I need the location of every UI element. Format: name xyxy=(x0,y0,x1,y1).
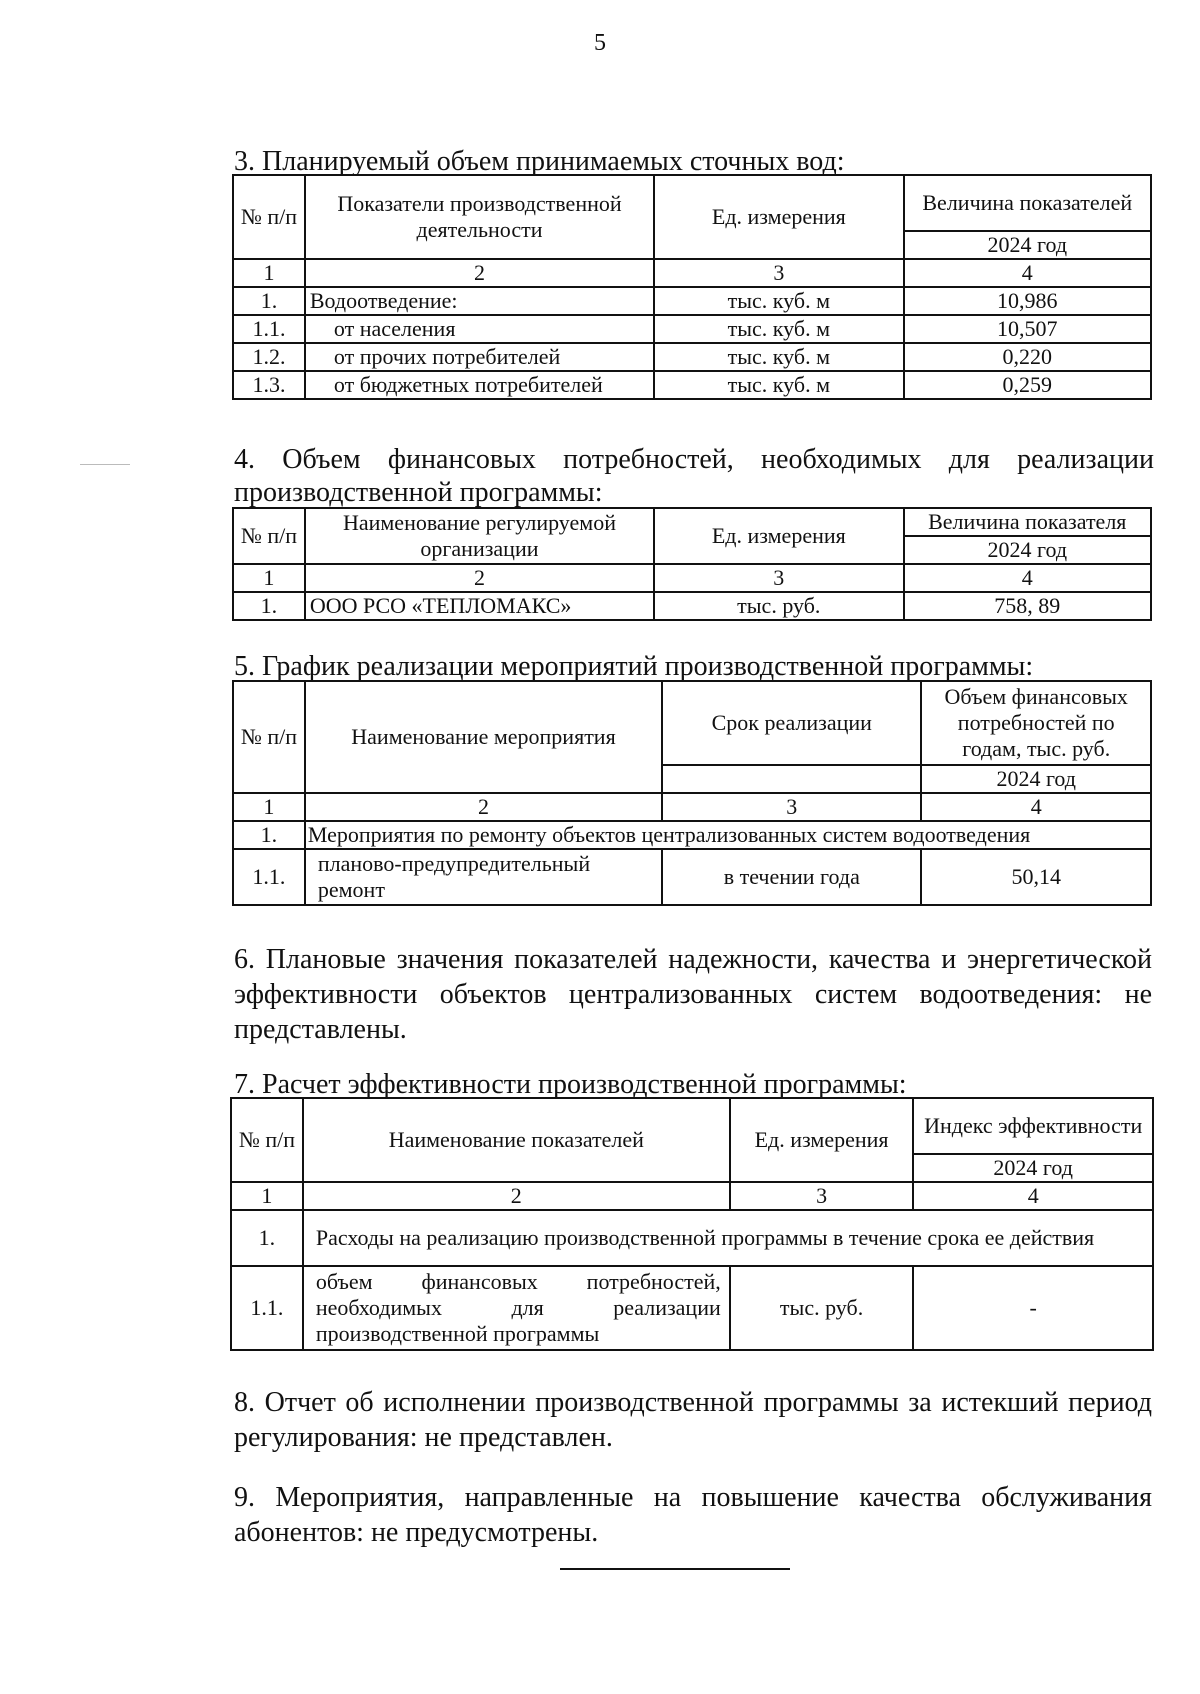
financial-needs-table xyxy=(232,507,1152,621)
header-value: Индекс эффективности xyxy=(913,1098,1153,1154)
row-value: 0,259 xyxy=(904,371,1151,399)
table-row xyxy=(233,849,1151,905)
header-year: 2024 год xyxy=(904,231,1151,259)
column-number: 3 xyxy=(654,259,903,287)
header-value: Объем финансовых потребностей по годам, тыс. руб. xyxy=(921,681,1151,765)
row-num: 1. xyxy=(233,821,305,849)
column-number: 4 xyxy=(921,793,1151,821)
column-number: 1 xyxy=(231,1182,303,1210)
schedule-table xyxy=(232,680,1152,906)
column-number-row xyxy=(233,564,1151,592)
row-name: планово-предупредительный ремонт xyxy=(305,849,662,905)
header-unit: Ед. измерения xyxy=(654,508,903,564)
column-number: 2 xyxy=(305,259,654,287)
column-number: 3 xyxy=(662,793,921,821)
column-number: 4 xyxy=(913,1182,1153,1210)
column-number: 2 xyxy=(305,564,654,592)
column-number: 1 xyxy=(233,564,305,592)
row-num: 1.2. xyxy=(233,343,305,371)
column-number-row xyxy=(231,1182,1153,1210)
column-number: 1 xyxy=(233,793,305,821)
section-9-text: 9. Мероприятия, направленные на повышение качества обслуживания абонентов: не предусмотрены. xyxy=(234,1482,1152,1548)
table-row xyxy=(233,343,1151,371)
row-num: 1. xyxy=(231,1210,303,1266)
row-num: 1.1. xyxy=(233,315,305,343)
table-row xyxy=(233,315,1151,343)
row-num: 1. xyxy=(233,287,305,315)
section-3-heading: 3. Планируемый объем принимаемых сточных вод: xyxy=(234,146,845,177)
header-org: Наименование регулируемой организации xyxy=(305,508,654,564)
efficiency-table xyxy=(230,1097,1154,1351)
row-unit: тыс. куб. м xyxy=(654,315,903,343)
table-header-row xyxy=(233,175,1151,231)
header-num: № п/п xyxy=(233,681,305,793)
row-num: 1.3. xyxy=(233,371,305,399)
column-number-row xyxy=(233,793,1151,821)
row-value: 10,986 xyxy=(904,287,1151,315)
row-name: объем финансовых потребностей, необходимых для реализации производственной программы xyxy=(303,1266,730,1350)
header-term: Срок реализации xyxy=(662,681,921,765)
row-name: Водоотведение: xyxy=(305,287,654,315)
row-term: в течении года xyxy=(662,849,921,905)
margin-mark xyxy=(80,464,130,465)
table-row xyxy=(233,371,1151,399)
row-value: - xyxy=(913,1266,1153,1350)
row-name: ООО РСО «ТЕПЛОМАКС» xyxy=(305,592,654,620)
header-value: Величина показателя xyxy=(904,508,1151,536)
table-row xyxy=(233,287,1151,315)
table-header-row xyxy=(233,508,1151,536)
column-number: 1 xyxy=(233,259,305,287)
section-6-text: 6. Плановые значения показателей надежности, качества и энергетической эффективности объектов централизованных систем водоотведения: не представлены. xyxy=(234,944,1152,1045)
header-num: № п/п xyxy=(231,1098,303,1182)
header-year: 2024 год xyxy=(904,536,1151,564)
header-unit: Ед. измерения xyxy=(654,175,903,259)
row-unit: тыс. руб. xyxy=(654,592,903,620)
row-value: 10,507 xyxy=(904,315,1151,343)
header-name: Наименование мероприятия xyxy=(305,681,662,793)
table-row xyxy=(233,592,1151,620)
header-indicators: Показатели производственной деятельности xyxy=(305,175,654,259)
header-year: 2024 год xyxy=(913,1154,1153,1182)
wastewater-volume-table xyxy=(232,174,1152,400)
row-num: 1. xyxy=(233,592,305,620)
section-7-heading: 7. Расчет эффективности производственной программы: xyxy=(234,1069,907,1100)
section-4-heading: 4. Объем финансовых потребностей, необходимых для реализации производственной программы: xyxy=(234,444,1154,508)
group-row-text: Расходы на реализацию производственной программы в течение срока ее действия xyxy=(303,1210,1153,1266)
row-unit: тыс. куб. м xyxy=(654,343,903,371)
closing-line xyxy=(560,1568,790,1570)
section-8-text: 8. Отчет об исполнении производственной программы за истекший период регулирования: не представлен. xyxy=(234,1387,1152,1453)
column-number-row xyxy=(233,259,1151,287)
header-num: № п/п xyxy=(233,508,305,564)
column-number: 4 xyxy=(904,259,1151,287)
table-row xyxy=(231,1266,1153,1350)
row-name: от бюджетных потребителей xyxy=(305,371,654,399)
column-number: 2 xyxy=(305,793,662,821)
row-value: 758, 89 xyxy=(904,592,1151,620)
row-value: 0,220 xyxy=(904,343,1151,371)
row-num: 1.1. xyxy=(231,1266,303,1350)
row-name: от населения xyxy=(305,315,654,343)
header-num: № п/п xyxy=(233,175,305,259)
column-number: 3 xyxy=(730,1182,914,1210)
row-unit: тыс. куб. м xyxy=(654,287,903,315)
column-number: 4 xyxy=(904,564,1151,592)
section-5-heading: 5. График реализации мероприятий производственной программы: xyxy=(234,651,1034,682)
header-name: Наименование показателей xyxy=(303,1098,730,1182)
column-number: 2 xyxy=(303,1182,730,1210)
header-unit: Ед. измерения xyxy=(730,1098,914,1182)
table-header-row xyxy=(231,1098,1153,1154)
table-header-row xyxy=(233,681,1151,765)
page-number: 5 xyxy=(594,30,606,56)
row-unit: тыс. руб. xyxy=(730,1266,914,1350)
row-unit: тыс. куб. м xyxy=(654,371,903,399)
row-num: 1.1. xyxy=(233,849,305,905)
group-row xyxy=(233,821,1151,849)
row-value: 50,14 xyxy=(921,849,1151,905)
header-value: Величина показателей xyxy=(904,175,1151,231)
column-number: 3 xyxy=(654,564,903,592)
group-row xyxy=(231,1210,1153,1266)
group-row-text: Мероприятия по ремонту объектов централизованных систем водоотведения xyxy=(305,821,1151,849)
header-term-empty xyxy=(662,765,921,793)
row-name: от прочих потребителей xyxy=(305,343,654,371)
header-year: 2024 год xyxy=(921,765,1151,793)
